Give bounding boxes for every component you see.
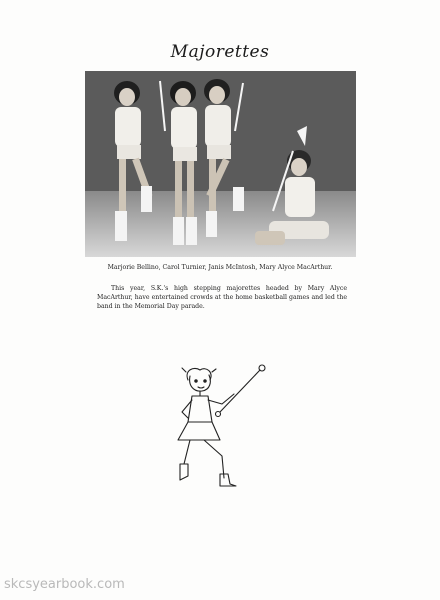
- page-title: Majorettes: [170, 42, 270, 62]
- group-photo: [85, 71, 356, 257]
- photo-caption: Marjorie Bellino, Carol Turnier, Janis McIntosh, Mary Alyce MacArthur.: [107, 264, 333, 271]
- site-watermark: skcsyearbook.com: [4, 577, 125, 592]
- majorette-sketch: [160, 360, 280, 500]
- body-paragraph: This year, S.K.'s high stepping majorettes headed by Mary Alyce MacArthur, have entertained crowds at the home basketball games and led the band in the Memorial Day parade.: [97, 285, 347, 311]
- majorette-sketch-icon: [160, 360, 280, 500]
- group-photo-image: [85, 71, 356, 257]
